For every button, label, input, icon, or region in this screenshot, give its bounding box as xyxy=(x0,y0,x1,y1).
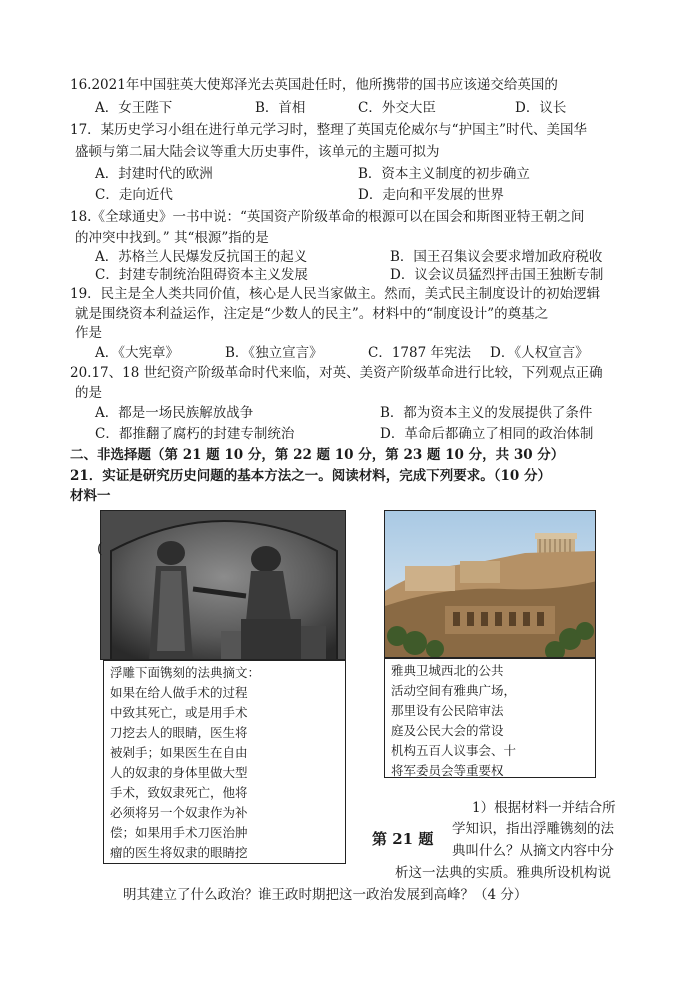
q17-stem-2: 盛顿与第二届大陆会议等重大历史事件，该单元的主题可拟为 xyxy=(75,144,440,160)
q20-option-d: D．革命后都确立了相同的政治体制 xyxy=(380,426,594,442)
q17-option-b: B．资本主义制度的初步确立 xyxy=(358,166,530,182)
material-label: 材料一 xyxy=(70,488,111,504)
athens-caption xyxy=(384,658,596,778)
q16-option-a: A．女王陛下 xyxy=(95,100,173,116)
q19-stem-2: 就是围绕资本利益运作，注定是“少数人的民主”。材料中的“制度设计”的奠基之 xyxy=(75,306,549,322)
caption-line: 活动空间有雅典广场， xyxy=(391,683,517,698)
q16-stem: 16.2021年中国驻英大使郑泽光去英国赴任时，他所携带的国书应该递交给英国的 xyxy=(70,77,558,93)
q19-option-a: A．《大宪章》 xyxy=(95,345,179,361)
caption-line: 手术，致奴隶死亡，他将 xyxy=(110,785,248,800)
q18-option-c: C．封建专制统治阻碍资本主义发展 xyxy=(95,267,308,283)
q20-option-b: B．都为资本主义的发展提供了条件 xyxy=(380,405,593,421)
caption-line xyxy=(110,863,339,864)
q21-stem: 21．实证是研究历史问题的基本方法之一。阅读材料，完成下列要求。（10 分） xyxy=(70,468,552,484)
q20-option-c: C．都推翻了腐朽的封建专制统治 xyxy=(95,426,295,442)
caption-line: 雅典卫城西北的公共 xyxy=(391,663,504,678)
q19-option-d: D．《人权宣言》 xyxy=(490,345,589,361)
q18-stem-2: 的冲突中找到。” 其“根源”指的是 xyxy=(75,230,269,246)
caption-line: 将军委员会等重要权 xyxy=(391,763,504,778)
q16-option-c: C．外交大臣 xyxy=(358,100,436,116)
q18-option-b: B．国王召集议会要求增加政府税收 xyxy=(390,249,603,265)
q18-option-a: A．苏格兰人民爆发反抗国王的起义 xyxy=(95,249,308,265)
q21-subq-line-3: 典叫什么？从摘文内容中分 xyxy=(452,843,614,859)
q17-stem-1: 17．某历史学习小组在进行单元学习时，整理了英国克伦威尔与“护国主”时代、美国华 xyxy=(70,122,587,138)
caption-line: 如果在给人做手术的过程 xyxy=(110,685,248,700)
stray-parenthesis: ( xyxy=(97,541,103,557)
caption-line: 浮雕下面镌刻的法典摘文： xyxy=(110,665,261,680)
q18-stem-1: 18.《全球通史》一书中说：“英国资产阶级革命的根源可以在国会和斯图亚特王朝之间 xyxy=(70,209,585,225)
q21-subq-line-5: 明其建立了什么政治？谁王政时期把这一政治发展到高峰？（4 分） xyxy=(123,887,528,903)
caption-line: 刀挖去人的眼睛，医生将 xyxy=(110,725,248,740)
relief-illustration xyxy=(101,511,346,660)
q20-option-a: A．都是一场民族解放战争 xyxy=(95,405,254,421)
caption-line: 必须将另一个奴隶作为补 xyxy=(110,805,248,820)
section-heading: 二、非选择题（第 21 题 10 分，第 22 题 10 分，第 23 题 10 分，共 30 分） xyxy=(70,447,565,463)
caption-line: 瘤的医生将奴隶的眼睛挖 xyxy=(110,845,248,860)
code-excerpt-caption xyxy=(103,660,346,864)
q20-stem-2: 的是 xyxy=(75,385,102,401)
caption-line: 偿；如果用手术刀医治肿 xyxy=(110,825,248,840)
caption-line: 机构五百人议事会、十 xyxy=(391,743,517,758)
acropolis-image xyxy=(384,510,596,658)
q17-option-c: C．走向近代 xyxy=(95,187,173,203)
q16-option-b: B．首相 xyxy=(255,100,306,116)
q21-subq-line-1: 1）根据材料一并结合所 xyxy=(472,800,616,816)
q17-option-d: D．走向和平发展的世界 xyxy=(358,187,504,203)
q19-option-b: B．《独立宣言》 xyxy=(225,345,323,361)
caption-line: 那里设有公民陪审法 xyxy=(391,703,504,718)
q20-stem-1: 20.17、18 世纪资产阶级革命时代来临，对英、美资产阶级革命进行比较，下列观点正确 xyxy=(70,365,603,381)
q18-option-d: D．议会议员猛烈抨击国王独断专制 xyxy=(390,267,604,283)
q21-subq-line-4: 析这一法典的实质。雅典所设机构说 xyxy=(395,865,611,881)
caption-line: 庭及公民大会的常设 xyxy=(391,723,504,738)
caption-line: 人的奴隶的身体里做大型 xyxy=(110,765,248,780)
q19-stem-3: 作是 xyxy=(75,325,102,341)
hammurabi-relief-image xyxy=(100,510,346,660)
caption-line: 被剁手；如果医生在自由 xyxy=(110,745,248,760)
q17-option-a: A．封建时代的欧洲 xyxy=(95,166,213,182)
q19-stem-1: 19．民主是全人类共同价值，核心是人民当家做主。然而，美式民主制度设计的初始逻辑 xyxy=(70,286,601,302)
caption-line: 中致其死亡，或是用手术 xyxy=(110,705,248,720)
q16-option-d: D．议长 xyxy=(515,100,567,116)
acropolis-illustration xyxy=(385,511,596,658)
q21-subq-line-2: 学知识，指出浮雕镌刻的法 xyxy=(452,821,614,837)
q21-label: 第 21 题 xyxy=(372,830,434,848)
q19-option-c: C．1787 年宪法 xyxy=(368,345,471,361)
